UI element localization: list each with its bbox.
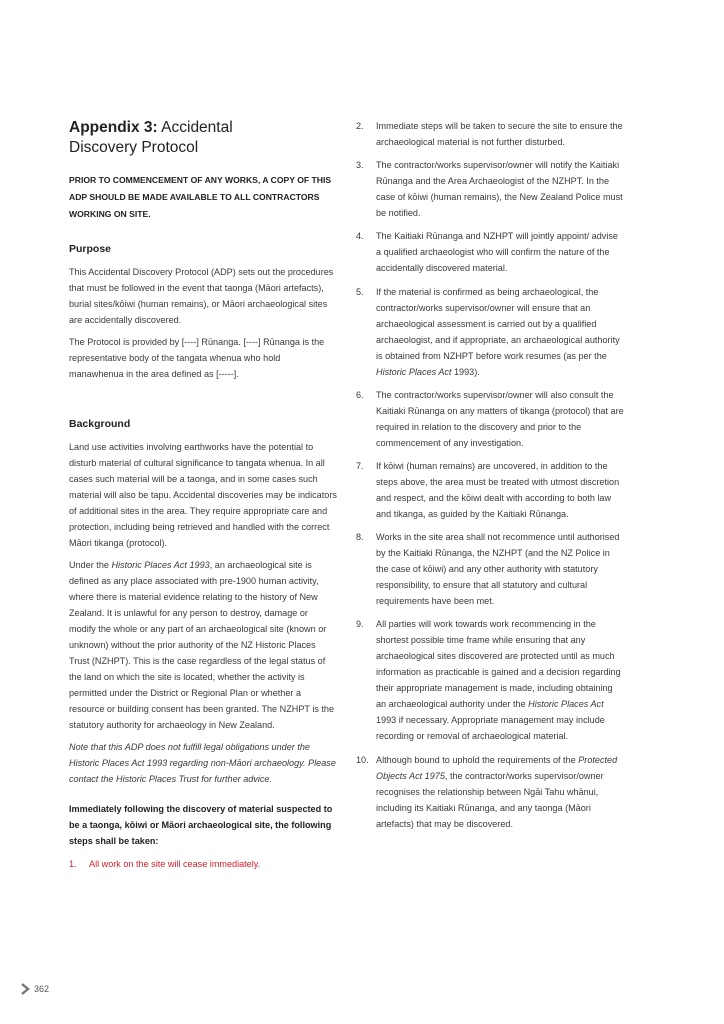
step-text-post: 1993 if necessary. Appropriate management may include recording or removal of archaeological material. (376, 715, 605, 742)
title-rest: Accidental (161, 119, 233, 136)
step-number: 6. (356, 389, 364, 400)
step-number: 4. (356, 231, 364, 242)
steps-list-right (356, 118, 624, 832)
chevron-right-icon (18, 982, 32, 996)
background-paragraph-2 (69, 557, 337, 733)
list-item (356, 458, 624, 522)
steps-heading: Immediately following the discovery of material suspected to be a taonga, kōiwi or Māori archaeological site, the following steps shall be taken: (69, 804, 333, 846)
step-number: 7. (356, 460, 364, 471)
background-note: Note that this ADP does not fulfill legal obligations under the Historic Places Act 1993 regarding non-Māori archaeology. Please contact the Historic Places Trust for further advice. (69, 742, 336, 784)
step-text-italic: Historic Places Act (376, 366, 452, 377)
background-paragraph-1: Land use activities involving earthworks have the potential to disturb material of cultural significance to tangata whenua. In all cases such material will be a taonga, and in some cases such material will also be tapu. Accidental discoveries may be indicators of additional sites in the area. They require appropriate care and protection, including being retrieved and handled with the correct Māori tikanga (protocol). (69, 442, 337, 548)
step-text: Immediate steps will be taken to secure the site to ensure the archaeological material is not further disturbed. (376, 121, 623, 147)
list-item (356, 228, 624, 276)
step-number: 8. (356, 532, 364, 543)
page-footer (18, 982, 49, 996)
bg-p2-italic: Historic Places Act 1993 (111, 560, 210, 570)
step-number: 2. (356, 121, 364, 131)
list-item (356, 387, 624, 451)
right-column (356, 118, 624, 839)
step-text-post: 1993). (451, 366, 480, 377)
purpose-heading: Purpose (69, 243, 112, 255)
list-item (356, 284, 624, 380)
step-number: 3. (356, 160, 364, 171)
step-text: If kōiwi (human remains) are uncovered, in addition to the steps above, the area must be treated with utmost discretion and respect, and the kōiwi dealt with according to both law and tikanga, as guided by the Kaitiaki Rūnanga. (376, 460, 620, 519)
list-item (356, 752, 624, 832)
step-text: The contractor/works supervisor/owner will notify the Kaitiaki Rūnanga and the Area Archaeologist of the NZHPT. In the case of kōiwi (human remains), the New Zealand Police must be notified. (376, 160, 623, 219)
bg-p2-post: , an archaeological site is defined as any place associated with pre-1900 human activity, where there is material evidence relating to the history of New Zealand. It is unlawful for any person to destroy, damage or modify the whole or any part of an archaeological site (known or unknown) without the prior authority of the NZ Historic Places Trust (NZHPT). This is the case regardless of the legal status of the land on which the site is located, whether the activity is permitted under the District or Regional Plan or whether a resource or building consent has been granted. The NZHPT is the statutory authority for archaeology in New Zealand. (69, 560, 335, 730)
step-number: 9. (356, 619, 364, 630)
background-heading: Background (69, 418, 131, 430)
list-item (356, 157, 624, 221)
list-item (356, 529, 624, 609)
left-column (69, 118, 337, 878)
step-text-italic: Historic Places Act (528, 699, 604, 710)
bg-p2-pre: Under the (69, 560, 112, 570)
step-number: 5. (356, 286, 364, 297)
list-item (356, 616, 624, 744)
step-text-pre: Although bound to uphold the requirements of the (376, 754, 579, 765)
page-number: 362 (34, 984, 50, 994)
step-text-post: , the contractor/works supervisor/owner recognises the relationship between Ngāi Tahu whānui, including its Kaitiaki Rūnanga, and any taonga (Māori artefacts) that may be discovered. (376, 770, 604, 829)
step-text-pre: If the material is confirmed as being archaeological, the contractor/works supervisor/owner will ensure that an archaeological assessment is carried out by a qualified archaeologist, and if appropriate, an archaeological authority is obtained from NZHPT before work resumes (as per the (376, 286, 620, 361)
step-text: The contractor/works supervisor/owner will also consult the Kaitiaki Rūnanga on any matters of tikanga (protocol) that are required in relation to the discovery and prior to the commencement of any investigation. (376, 389, 624, 448)
step-text: The Kaitiaki Rūnanga and NZHPT will jointly appoint/ advise a qualified archaeologist who will confirm the nature of the accidentally discovered material. (376, 231, 618, 274)
purpose-paragraph-2: The Protocol is provided by [----] Rūnanga. [----] Rūnanga is the representative body of the tangata whenua who hold manawhenua in the area defined as [-----]. (69, 337, 325, 379)
step-text: Works in the site area shall not recommence until authorised by the Kaitiaki Rūnanga, the NZHPT (and the NZ Police in the case of kōiwi) and any other authority with statutory responsibility, to ensure that all statutory and cultural requirements have been met. (376, 532, 620, 607)
list-item (69, 856, 337, 872)
purpose-paragraph-1: This Accidental Discovery Protocol (ADP) sets out the procedures that must be followed in the event that taonga (Māori artefacts), burial sites/kōiwi (human remains), or Māori archaeological sites are accidentally discovered. (69, 267, 334, 325)
step-text: All work on the site will cease immediately. (89, 859, 261, 869)
list-item (356, 118, 624, 150)
step-number: 1. (69, 859, 77, 869)
intro-notice: PRIOR TO COMMENCEMENT OF ANY WORKS, A COPY OF THIS ADP SHOULD BE MADE AVAILABLE TO ALL CONTRACTORS WORKING ON SITE. (69, 175, 332, 219)
title-bold: Appendix 3: (69, 119, 158, 136)
step-number: 10. (356, 754, 369, 765)
steps-list-left (69, 856, 337, 872)
title-line2: Discovery Protocol (69, 139, 199, 156)
step-text-pre: All parties will work towards work recommencing in the shortest possible time frame while ensuring that any archaeological sites discovered are protected until as much information as practicable is gained and a decision regarding their appropriate management is made, including obtaining an archaeological authority under the (376, 619, 621, 710)
step-text-italic: Protected Objects Act 1975 (376, 754, 618, 781)
page-title (69, 118, 337, 158)
